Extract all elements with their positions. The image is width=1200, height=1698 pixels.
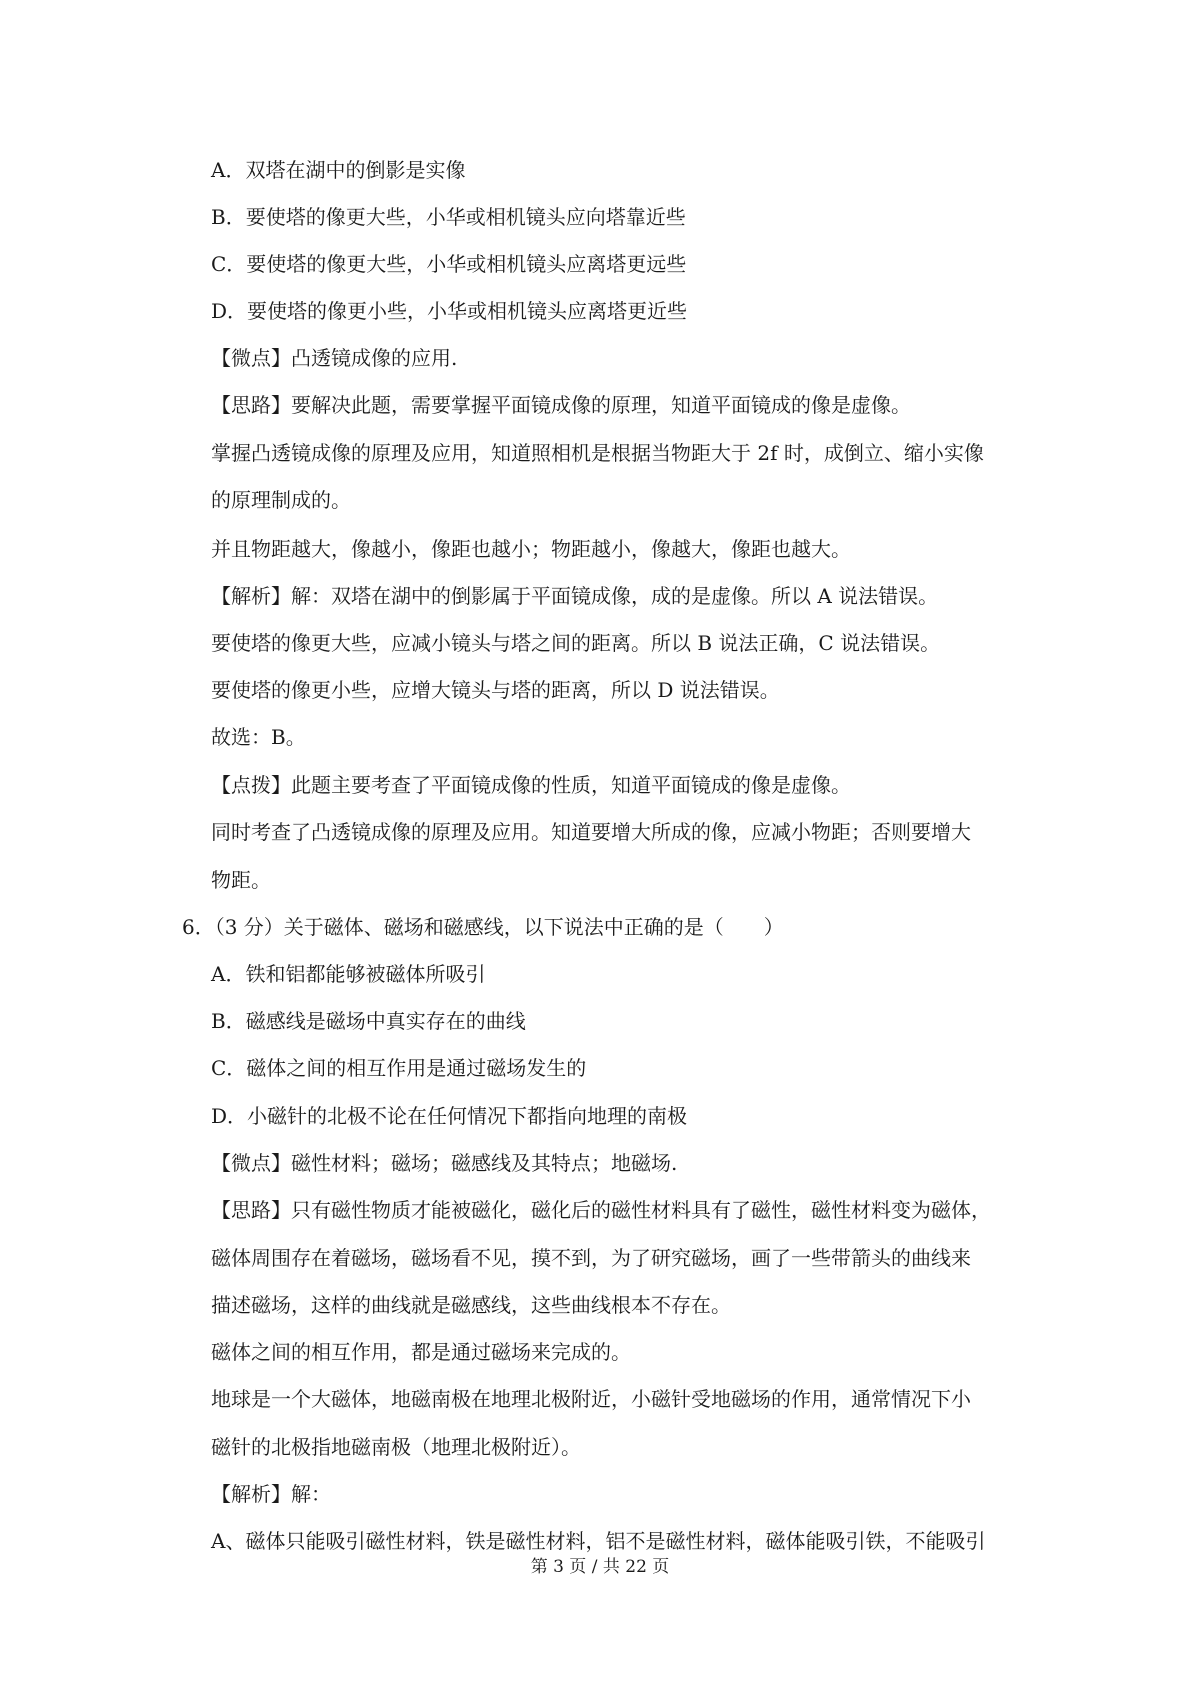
option-d-q6: D．小磁针的北极不论在任何情况下都指向地理的南极 xyxy=(211,1104,688,1128)
option-c-q5: C．要使塔的像更大些，小华或相机镜头应离塔更远些 xyxy=(211,252,687,276)
analysis-q6-line-1: A、磁体只能吸引磁性材料，铁是磁性材料，铝不是磁性材料，磁体能吸引铁，不能吸引 xyxy=(211,1529,986,1553)
comment-q5-line-3: 物距。 xyxy=(211,868,271,892)
option-d-q5: D．要使塔的像更小些，小华或相机镜头应离塔更近些 xyxy=(211,299,688,323)
option-a-q6: A．铁和铝都能够被磁体所吸引 xyxy=(211,962,486,986)
analysis-q6-heading: 【解析】解： xyxy=(211,1482,331,1506)
option-a-q5: A．双塔在湖中的倒影是实像 xyxy=(211,158,466,182)
keypoint-q5: 【微点】凸透镜成像的应用. xyxy=(211,346,458,370)
comment-q5-line-1: 【点拨】此题主要考查了平面镜成像的性质，知道平面镜成的像是虚像。 xyxy=(211,773,851,797)
approach-q6-line-6: 磁针的北极指地磁南极（地理北极附近）。 xyxy=(211,1435,581,1459)
option-b-q6: B．磁感线是磁场中真实存在的曲线 xyxy=(211,1009,526,1033)
approach-q6-line-5: 地球是一个大磁体，地磁南极在地理北极附近，小磁针受地磁场的作用，通常情况下小 xyxy=(211,1387,971,1411)
option-c-q6: C．磁体之间的相互作用是通过磁场发生的 xyxy=(211,1056,587,1080)
approach-q6-line-1: 【思路】只有磁性物质才能被磁化，磁化后的磁性材料具有了磁性，磁性材料变为磁体， xyxy=(211,1198,991,1222)
page-number-footer: 第 3 页 / 共 22 页 xyxy=(530,1557,670,1577)
approach-q5-line-3: 的原理制成的。 xyxy=(211,488,351,512)
answer-q5: 故选：B。 xyxy=(211,725,306,749)
approach-q6-line-3: 描述磁场，这样的曲线就是磁感线，这些曲线根本不存在。 xyxy=(211,1293,731,1317)
approach-q6-line-4: 磁体之间的相互作用，都是通过磁场来完成的。 xyxy=(211,1340,631,1364)
option-b-q5: B．要使塔的像更大些，小华或相机镜头应向塔靠近些 xyxy=(211,205,686,229)
comment-q5-line-2: 同时考查了凸透镜成像的原理及应用。知道要增大所成的像，应减小物距；否则要增大 xyxy=(211,820,971,844)
analysis-q5-line-1: 【解析】解：双塔在湖中的倒影属于平面镜成像，成的是虚像。所以 A 说法错误。 xyxy=(211,584,939,608)
approach-q5-line-2: 掌握凸透镜成像的原理及应用，知道照相机是根据当物距大于 2f 时，成倒立、缩小实像 xyxy=(211,441,984,465)
approach-q5-line-1: 【思路】要解决此题，需要掌握平面镜成像的原理，知道平面镜成的像是虚像。 xyxy=(211,393,911,417)
analysis-q5-line-3: 要使塔的像更小些，应增大镜头与塔的距离，所以 D 说法错误。 xyxy=(211,678,780,702)
approach-q5-line-4: 并且物距越大，像越小，像距也越小；物距越小，像越大，像距也越大。 xyxy=(211,537,851,561)
approach-q6-line-2: 磁体周围存在着磁场，磁场看不见，摸不到，为了研究磁场，画了一些带箭头的曲线来 xyxy=(211,1246,971,1270)
analysis-q5-line-2: 要使塔的像更大些，应减小镜头与塔之间的距离。所以 B 说法正确，C 说法错误。 xyxy=(211,631,941,655)
question-6-title: 6．（3 分）关于磁体、磁场和磁感线，以下说法中正确的是（ ） xyxy=(182,915,784,939)
keypoint-q6: 【微点】磁性材料；磁场；磁感线及其特点；地磁场. xyxy=(211,1151,678,1175)
